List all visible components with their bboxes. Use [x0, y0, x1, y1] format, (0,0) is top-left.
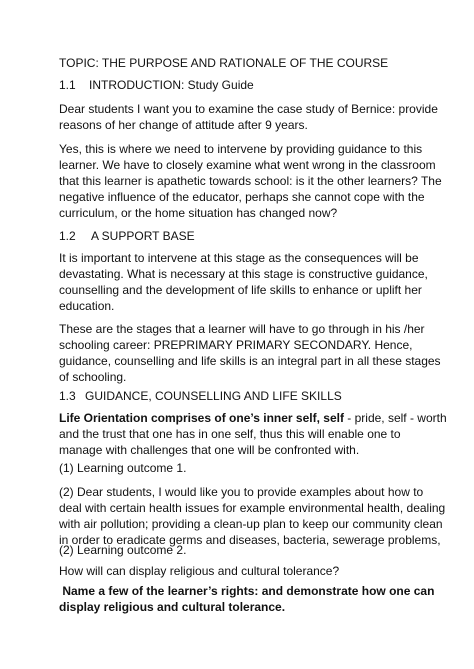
section-1-1-paragraph-2 [59, 141, 442, 221]
section-1-1-heading [59, 77, 431, 93]
paragraph-line: that this learner is apathetic towards school: is it the other learners? The [59, 174, 442, 188]
paragraph-line: negative influence of the educator, perhaps she cannot cope with the [59, 190, 425, 204]
section-1-3-paragraph-2 [59, 484, 446, 548]
paragraph-line: schooling career: PREPRIMARY PRIMARY SECONDARY. Hence, [59, 338, 413, 352]
paragraph-line: Yes, this is where we need to intervene by providing guidance to this [59, 142, 423, 156]
section-number: 1.2 [59, 229, 76, 243]
paragraph-line: and the trust that one has in one self, thus this will enable one to [59, 427, 401, 441]
learning-outcome-2 [59, 542, 431, 558]
paragraph-line: learner. We have to closely examine what went wrong in the classroom [59, 158, 436, 172]
paragraph-line: counselling and the development of life skills to enhance or uplift her [59, 283, 422, 297]
question-2 [59, 583, 435, 615]
section-1-2-paragraph-2 [59, 321, 441, 385]
paragraph-line: of schooling. [59, 370, 127, 384]
section-title: GUIDANCE, COUNSELLING AND LIFE SKILLS [85, 389, 342, 403]
section-1-3-paragraph-1 [59, 410, 447, 458]
question-text: How will can display religious and cultural tolerance? [59, 564, 340, 578]
paragraph-line: education. [59, 299, 115, 313]
topic-heading [59, 55, 431, 71]
paragraph-line [59, 410, 447, 426]
section-number: 1.3 [59, 389, 76, 403]
paragraph-line: curriculum, or the home situation has changed now? [59, 206, 338, 220]
paragraph-line: deal with certain health issues for example environmental health, dealing [59, 501, 446, 515]
topic-text: TOPIC: THE PURPOSE AND RATIONALE OF THE COURSE [59, 56, 389, 70]
paragraph-line: It is important to intervene at this stage as the consequences will be [59, 251, 419, 265]
paragraph-line: in order to eradicate germs and diseases, bacteria, sewerage problems, [59, 533, 441, 547]
section-1-1-paragraph-1 [59, 101, 438, 133]
paragraph-line: devastating. What is necessary at this stage is constructive guidance, [59, 267, 428, 281]
paragraph-line: (2) Dear students, I would like you to provide examples about how to [59, 485, 424, 499]
paragraph-line: Dear students I want you to examine the case study of Bernice: provide [59, 102, 438, 116]
paragraph-line: reasons of her change of attitude after 9 years. [59, 118, 308, 132]
section-title: INTRODUCTION: Study Guide [89, 78, 254, 92]
section-title: A SUPPORT BASE [91, 229, 195, 243]
regular-text: - pride, self - worth [343, 411, 447, 425]
outcome-text: (2) Learning outcome 2. [59, 543, 187, 557]
section-number: 1.1 [59, 78, 76, 92]
bold-text: Life Orientation comprises of one’s inner self, self [59, 411, 344, 425]
question-line: Name a few of the learner’s rights: and demonstrate how one can [59, 584, 435, 598]
paragraph-line: These are the stages that a learner will have to go through in his /her [59, 322, 425, 336]
question-1 [59, 563, 431, 579]
paragraph-line: with air pollution; providing a clean-up plan to keep our community clean [59, 517, 443, 531]
learning-outcome-1 [59, 460, 431, 476]
section-1-3-heading [59, 388, 431, 404]
section-1-2-paragraph-1 [59, 250, 431, 314]
paragraph-line: manage with challenges that one will be confronted with. [59, 443, 360, 457]
outcome-text: (1) Learning outcome 1. [59, 461, 187, 475]
section-1-2-heading [59, 228, 431, 244]
paragraph-line: guidance, counselling and life skills is an integral part in all these stages [59, 354, 441, 368]
question-line: display religious and cultural tolerance. [59, 600, 286, 614]
